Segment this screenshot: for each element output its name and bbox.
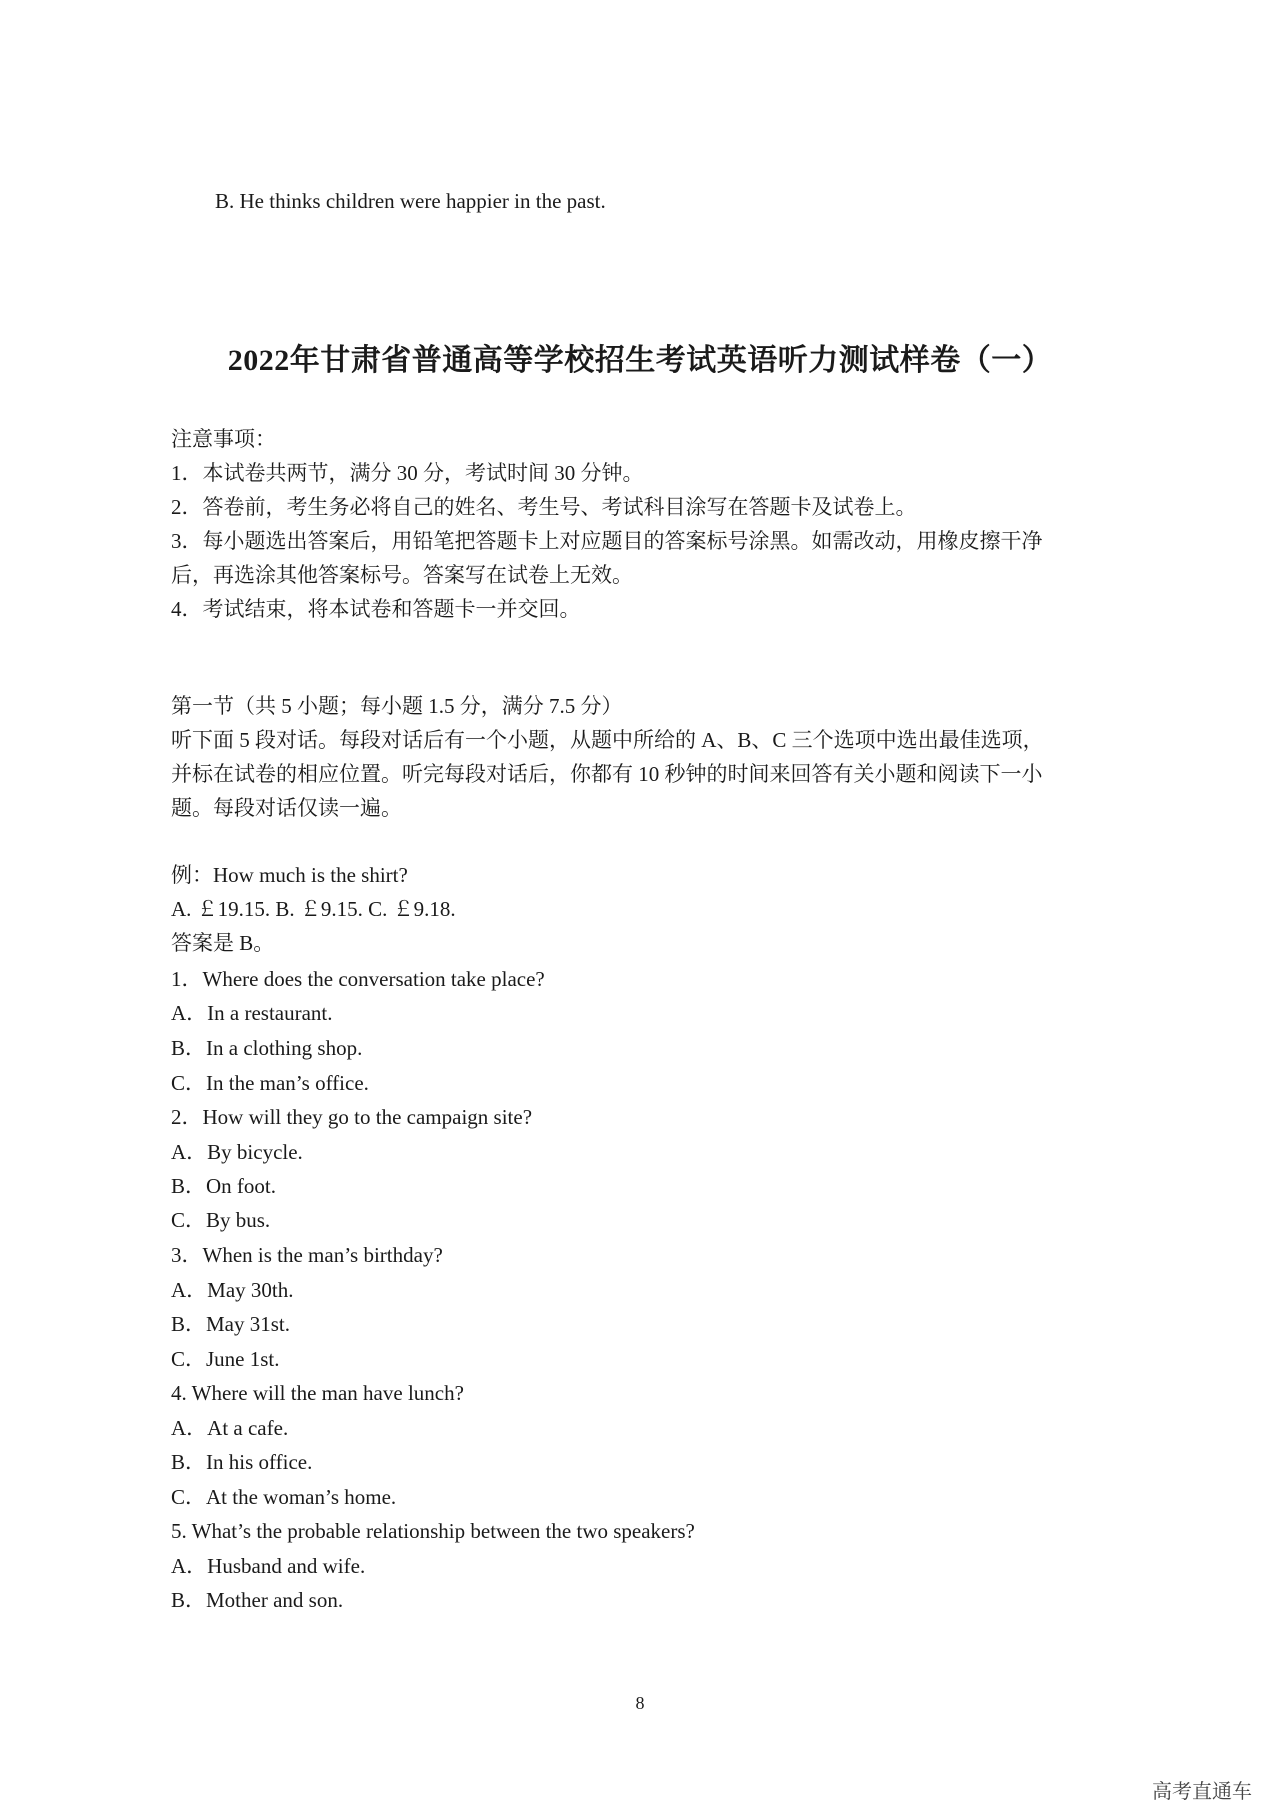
- question-option: A．At a cafe.: [171, 1416, 289, 1440]
- question-option: B．In his office.: [171, 1450, 313, 1474]
- example-options: A. ￡19.15. B. ￡9.15. C. ￡9.18.: [171, 897, 456, 921]
- question-option: B．Mother and son.: [171, 1588, 344, 1612]
- question-option: B．In a clothing shop.: [171, 1036, 363, 1060]
- note-item: 4．考试结束，将本试卷和答题卡一并交回。: [171, 597, 581, 621]
- question-option: C．In the man’s office.: [171, 1071, 369, 1095]
- question-option: A．May 30th.: [171, 1278, 294, 1302]
- question-stem: 2．How will they go to the campaign site?: [171, 1105, 533, 1129]
- question-option: C．At the woman’s home.: [171, 1485, 397, 1509]
- note-item: 1．本试卷共两节，满分 30 分，考试时间 30 分钟。: [171, 461, 644, 485]
- watermark: 高考直通车: [1152, 1779, 1252, 1803]
- carryover-option: B. He thinks children were happier in the past.: [215, 189, 606, 213]
- question-stem: 3．When is the man’s birthday?: [171, 1243, 443, 1267]
- page-number: 8: [635, 1693, 645, 1713]
- question-option: B．May 31st.: [171, 1312, 291, 1336]
- section-instructions: 题。每段对话仅读一遍。: [171, 796, 402, 820]
- note-item: 3．每小题选出答案后，用铅笔把答题卡上对应题目的答案标号涂黑。如需改动，用橡皮擦干净: [171, 529, 1043, 553]
- example-answer: 答案是 B。: [171, 931, 275, 955]
- question-option: A．In a restaurant.: [171, 1001, 333, 1025]
- page-title: 2022年甘肃省普通高等学校招生考试英语听力测试样卷（一）: [227, 344, 1053, 377]
- question-stem: 5. What’s the probable relationship between the two speakers?: [171, 1519, 695, 1543]
- note-item-continued: 后，再选涂其他答案标号。答案写在试卷上无效。: [171, 563, 633, 587]
- question-option: C．June 1st.: [171, 1347, 280, 1371]
- question-option: C．By bus.: [171, 1208, 271, 1232]
- question-stem: 4. Where will the man have lunch?: [171, 1381, 464, 1405]
- question-option: B．On foot.: [171, 1174, 276, 1198]
- example-question: 例：How much is the shirt?: [171, 863, 408, 887]
- question-option: A．Husband and wife.: [171, 1554, 366, 1578]
- notes-heading: 注意事项：: [171, 427, 276, 451]
- section-instructions: 并标在试卷的相应位置。听完每段对话后，你都有 10 秒钟的时间来回答有关小题和阅读下一小: [171, 762, 1043, 786]
- question-option: A．By bicycle.: [171, 1140, 303, 1164]
- question-stem: 1．Where does the conversation take place?: [171, 967, 545, 991]
- section-instructions: 听下面 5 段对话。每段对话后有一个小题，从题中所给的 A、B、C 三个选项中选出最佳选项，: [171, 728, 1044, 752]
- note-item: 2．答卷前，考生务必将自己的姓名、考生号、考试科目涂写在答题卡及试卷上。: [171, 495, 917, 519]
- section-heading: 第一节（共 5 小题；每小题 1.5 分，满分 7.5 分）: [171, 694, 623, 718]
